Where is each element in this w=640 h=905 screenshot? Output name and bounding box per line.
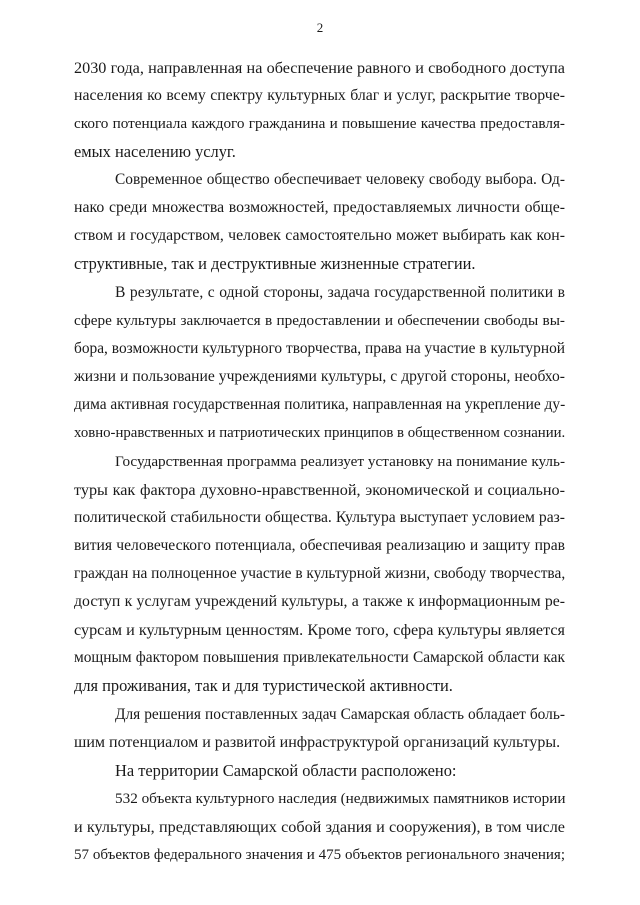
text-line: На территории Самарской области расположено: [115, 761, 457, 780]
text-line: мощным фактором повышения привлекательности Самарской области как [74, 649, 565, 666]
text-line: вития человеческого потенциала, обеспечивая реализацию и защиту прав [74, 537, 565, 554]
text-line: ского потенциала каждого гражданина и повышение качества предоставля- [74, 115, 565, 132]
text-line: 532 объекта культурного наследия (недвижимых памятников истории [115, 790, 566, 807]
text-line: населения ко всему спектру культурных благ и услуг, раскрытие творче- [74, 87, 565, 104]
text-line: и культуры, представляющих собой здания и сооружения), в том числе [74, 818, 565, 836]
text-line: ховно-нравственных и патриотических принципов в общественном сознании. [74, 425, 566, 441]
text-line: дима активная государственная политика, направленная на укрепление ду- [74, 396, 566, 413]
text-line: жизни и пользование учреждениями культуры, с другой стороны, необхо- [74, 368, 565, 385]
text-line: сфере культуры заключается в предоставлении и обеспечении свободы вы- [74, 312, 565, 329]
text-line: доступ к услугам учреждений культуры, а также к информационным ре- [74, 593, 565, 610]
text-line: сурсам и культурным ценностям. Кроме того, сфера культуры является [74, 621, 565, 639]
text-line: емых населению услуг. [74, 142, 236, 161]
text-line: шим потенциалом и развитой инфраструктурой организаций культуры. [74, 734, 561, 751]
text-line: политической стабильности общества. Культура выступает условием раз- [74, 509, 565, 526]
text-line: В результате, с одной стороны, задача государственной политики в [115, 284, 565, 301]
page-number: 2 [316, 20, 324, 35]
text-line: нако среди множества возможностей, предоставляемых личности обще- [74, 199, 565, 216]
text-line: ством и государством, человек самостоятельно может выбирать как кон- [74, 227, 565, 244]
text-line: Современное общество обеспечивает человеку свободу выбора. Од- [115, 171, 565, 188]
text-line: Для решения поставленных задач Самарская область обладает боль- [115, 706, 565, 723]
text-line: граждан на полноценное участие в культурной жизни, свободу творчества, [74, 565, 566, 582]
text-line: 2030 года, направленная на обеспечение равного и свободного доступа [74, 59, 565, 77]
text-line: для проживания, так и для туристической активности. [74, 676, 453, 695]
text-line: Государственная программа реализует установку на понимание куль- [115, 453, 565, 470]
text-line: бора, возможности культурного творчества, права на участие в культурной [74, 340, 565, 357]
text-line: туры как фактора духовно-нравственной, экономической и социально- [74, 481, 565, 499]
text-line: 57 объектов федерального значения и 475 объектов регионального значения; [74, 847, 565, 863]
text-line: структивные, так и деструктивные жизненные стратегии. [74, 254, 476, 273]
